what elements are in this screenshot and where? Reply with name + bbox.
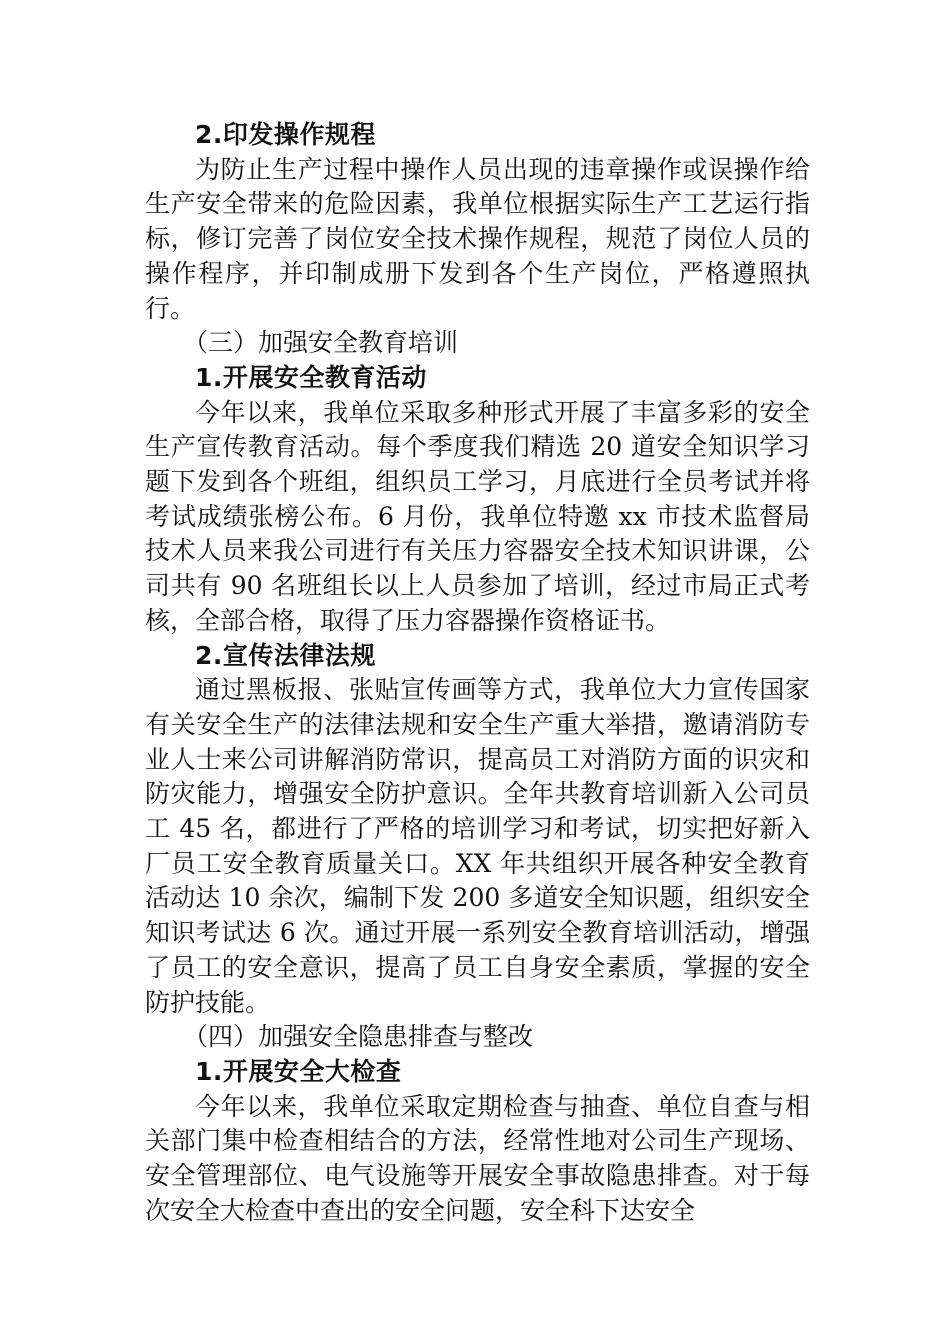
document-body [145,118,810,1229]
paragraph-publicize-laws: 通过黑板报、张贴宣传画等方式，我单位大力宣传国家有关安全生产的法律法规和安全生产重大举措，邀请消防专业人士来公司讲解消防常识，提高员工对消防方面的识灾和防灾能力，增强安全防护意识。全年共教育培训新入公司员工 45 名，都进行了严格的培训学习和考试，切实把好新入厂员工安全教育质量关口。XX 年共组织开展各种安全教育活动达 10 余次，编制下发 200 多道安全知识题，组织安全知识考试达 6 次。通过开展一系列安全教育培训活动，增强了员工的安全意识，提高了员工自身安全素质，掌握的安全防护技能。 [145,675,810,1017]
paragraph-safety-education-activities: 今年以来，我单位采取多种形式开展了丰富多彩的安全生产宣传教育活动。每个季度我们精选 20 道安全知识学习题下发到各个班组，组织员工学习，月底进行全员考试并将考试成绩张榜公布。6 月份，我单位特邀 xx 市技术监督局技术人员来我公司进行有关压力容器安全技术知识讲课，公司共有 90 名班组长以上人员参加了培训，经过市局正式考核，全部合格，取得了压力容器操作资格证书。 [145,397,810,635]
subsection-heading-safety-inspection: 1.开展安全大检查 [195,1056,402,1086]
subsection-heading-publicize-laws: 2.宣传法律法规 [195,640,376,670]
paragraph-safety-inspection: 今年以来，我单位采取定期检查与抽查、单位自查与相关部门集中检查相结合的方法，经常性地对公司生产现场、安全管理部位、电气设施等开展安全事故隐患排查。对于每次安全大检查中查出的安全问题，安全科下达安全 [145,1091,810,1225]
section-heading-hazard-inspection: （四）加强安全隐患排查与整改 [183,1022,534,1052]
subsection-heading-print-operating-rules: 2.印发操作规程 [195,120,376,149]
paragraph-operating-rules: 为防止生产过程中操作人员出现的违章操作或误操作给生产安全带来的危险因素，我单位根据实际生产工艺运行指标，修订完善了岗位安全技术操作规程，规范了岗位人员的操作程序，并印制成册下发到各个生产岗位，严格遵照执行。 [145,154,810,323]
subsection-heading-safety-education-activities: 1.开展安全教育活动 [195,362,427,392]
section-heading-safety-education-training: （三）加强安全教育培训 [183,328,459,358]
